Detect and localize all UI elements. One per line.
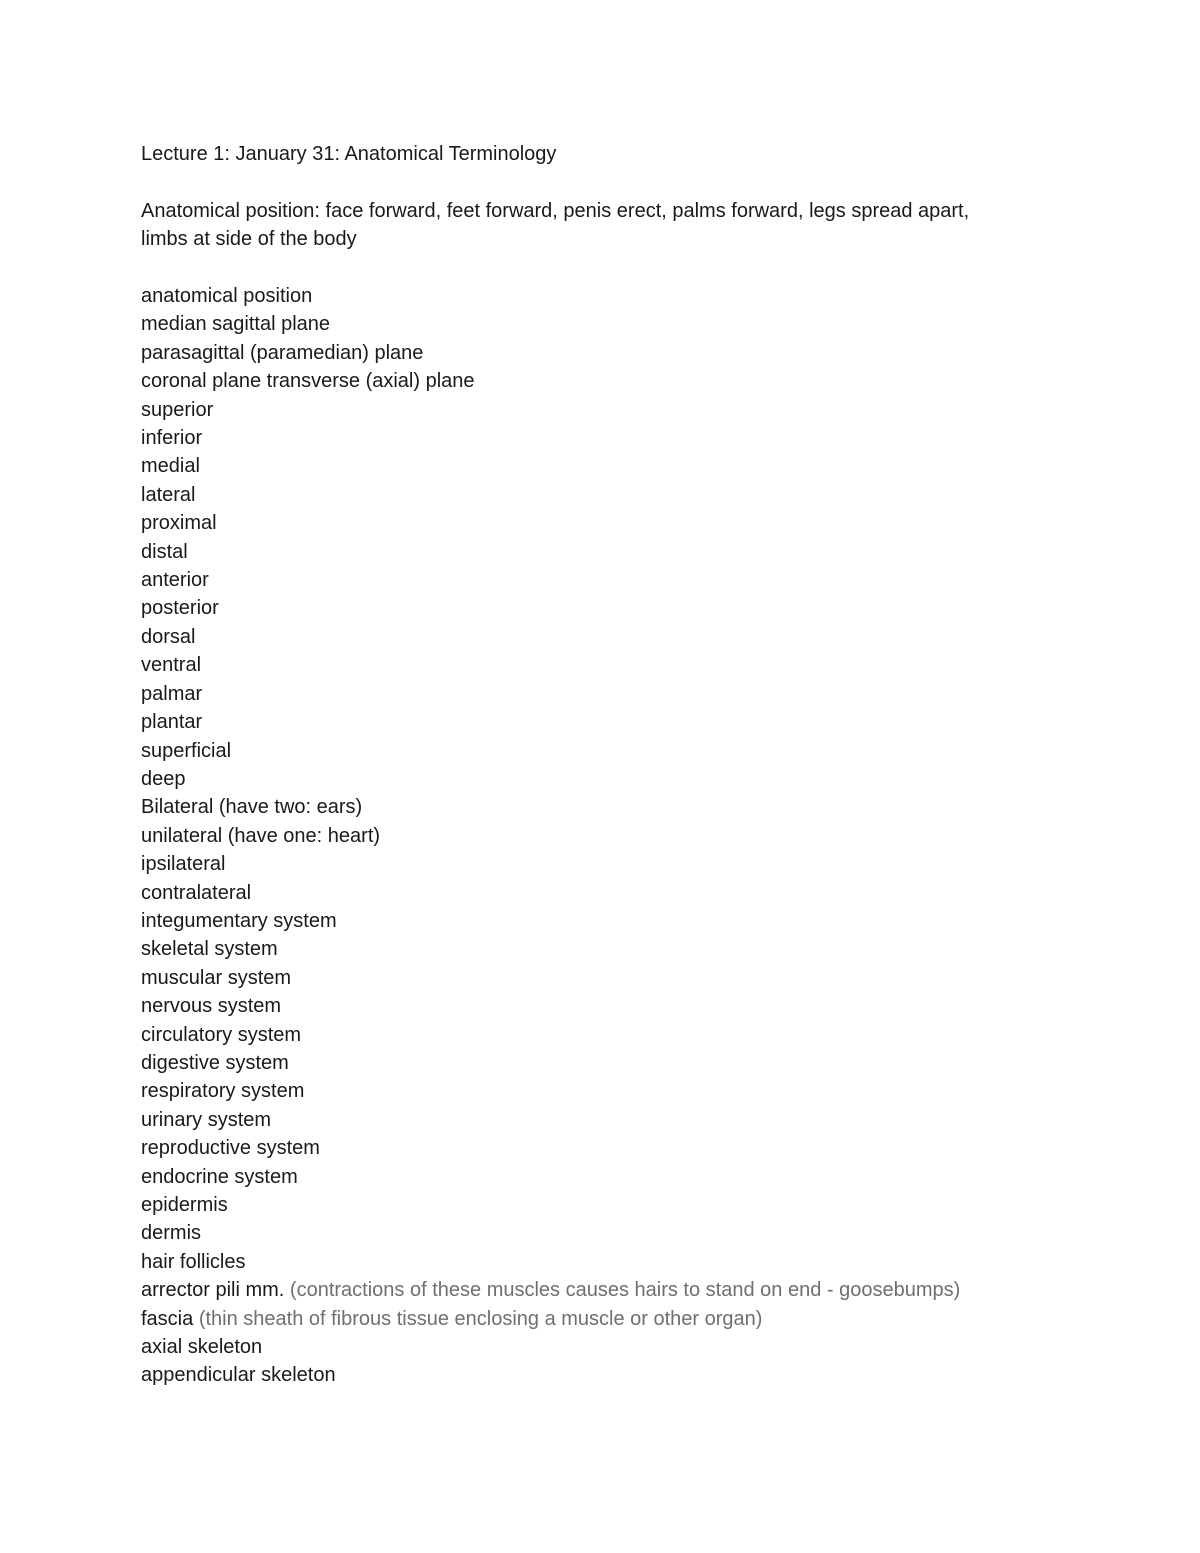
term-axial-skeleton: axial skeleton — [141, 1336, 263, 1359]
term-coronal-transverse-plane: coronal plane transverse (axial) plane — [141, 370, 475, 393]
term-contralateral: contralateral — [141, 881, 252, 904]
term-epidermis: epidermis — [141, 1194, 228, 1216]
term-reproductive-system: reproductive system — [141, 1137, 320, 1160]
term-ventral: ventral — [141, 654, 202, 677]
term-appendicular-skeleton: appendicular skeleton — [141, 1364, 336, 1387]
term-distal: distal — [141, 540, 188, 563]
term-parasagittal-plane: parasagittal (paramedian) plane — [141, 341, 424, 364]
annotated-term-note: (contractions of these muscles causes hairs to stand on end - goosebumps) — [289, 1279, 961, 1302]
term-arrector-pili — [141, 1276, 1061, 1304]
term-integumentary-system: integumentary system — [141, 909, 337, 932]
term-respiratory-system: respiratory system — [141, 1080, 305, 1103]
intro-line-2: limbs at side of the body — [141, 228, 357, 251]
term-skeletal-system: skeletal system — [141, 938, 278, 961]
term-nervous-system: nervous system — [141, 995, 282, 1018]
document-body — [141, 140, 1061, 1390]
term-ipsilateral: ipsilateral — [141, 853, 226, 876]
term-muscular-system: muscular system — [141, 966, 292, 989]
term-anterior: anterior — [141, 569, 209, 592]
term-endocrine-system: endocrine system — [141, 1165, 298, 1188]
term-deep: deep — [141, 767, 186, 790]
term-dermis: dermis — [141, 1222, 202, 1245]
term-circulatory-system: circulatory system — [141, 1023, 302, 1046]
term-dorsal: dorsal — [141, 625, 196, 648]
term-superior: superior — [141, 398, 214, 421]
term-inferior: inferior — [141, 427, 203, 450]
term-palmar: palmar — [141, 682, 203, 705]
lecture-title: Lecture 1: January 31: Anatomical Terminology — [141, 143, 557, 165]
term-posterior: posterior — [141, 597, 219, 620]
annotated-term-label: arrector pili mm. — [141, 1279, 285, 1302]
term-fascia — [141, 1305, 1061, 1333]
spacer — [141, 168, 1061, 196]
term-lateral: lateral — [141, 483, 196, 506]
term-anatomical-position: anatomical position — [141, 285, 313, 307]
term-hair-follicles: hair follicles — [141, 1250, 246, 1273]
term-unilateral: unilateral (have one: heart) — [141, 824, 381, 847]
term-plantar: plantar — [141, 711, 203, 734]
term-digestive-system: digestive system — [141, 1051, 289, 1074]
term-superficial: superficial — [141, 739, 232, 762]
term-proximal: proximal — [141, 512, 217, 535]
term-urinary-system: urinary system — [141, 1108, 272, 1131]
term-medial: medial — [141, 455, 200, 478]
annotated-term-note: (thin sheath of fibrous tissue enclosing a muscle or other organ) — [198, 1307, 763, 1330]
term-bilateral: Bilateral (have two: ears) — [141, 796, 363, 819]
annotated-term-label: fascia — [141, 1307, 194, 1330]
term-median-sagittal-plane: median sagittal plane — [141, 313, 331, 336]
spacer — [141, 254, 1061, 282]
intro-line-1: Anatomical position: face forward, feet forward, penis erect, palms forward, legs spread apart, — [141, 199, 970, 222]
